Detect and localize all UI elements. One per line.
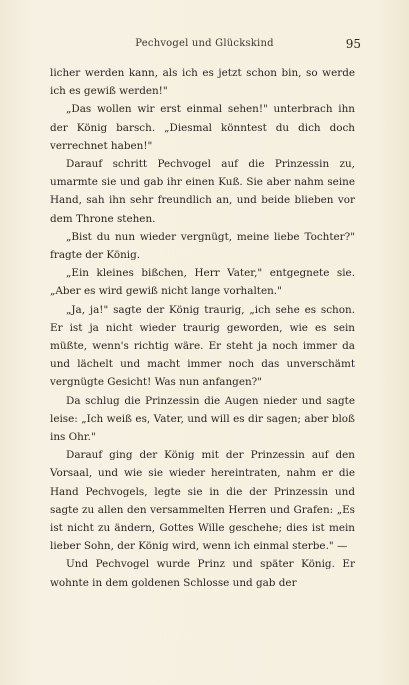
page-header <box>48 38 361 54</box>
paragraph: „Ein kleines bißchen, Herr Vater," entgegnete sie. „Aber es wird gewiß nicht lange vorhalten." <box>50 267 355 298</box>
paragraph: Darauf ging der König mit der Prinzessin auf den Vorsaal, und wie sie wieder hereintraten, nahm er die Hand Pechvogels, legte sie in die der Prinzessin und sagte zu allen den versammelten Herren und Grafen: „Es ist nicht zu ändern, Gottes Wille geschehe; dies ist mein lieber Sohn, der König wird, wenn ich einmal sterbe." — <box>50 449 355 553</box>
paragraph: „Bist du nun wieder vergnügt, meine liebe Tochter?" fragte der König. <box>50 230 355 262</box>
body-text <box>50 64 355 592</box>
running-title: Pechvogel und Glückskind <box>135 38 274 49</box>
paragraph-continued: licher werden kann, als ich es jetzt schon bin, so werde ich es gewiß werden!" <box>50 67 355 98</box>
paragraph: Darauf schritt Pechvogel auf die Prinzessin zu, umarmte sie und gab ihr einen Kuß. Sie aber nahm seine Hand, sah ihn sehr freundlich an, und beide blieben vor dem Throne stehen. <box>50 158 355 225</box>
paragraph: „Das wollen wir erst einmal sehen!" unterbrach ihn der König barsch. „Diesmal könntest du dich doch verrechnet haben!" <box>50 103 355 152</box>
paragraph: Und Pechvogel wurde Prinz und später König. Er wohnte in dem goldenen Schlosse und gab der <box>50 558 355 589</box>
page-number: 95 <box>345 37 361 51</box>
paragraph: Da schlug die Prinzessin die Augen nieder und sagte leise: „Ich weiß es, Vater, und will es dir sagen; aber bloß ins Ohr." <box>50 394 355 444</box>
paragraph: „Ja, ja!" sagte der König traurig, „ich sehe es schon. Er ist ja nicht wieder traurig geworden, wie es sein müßte, wenn's richtig wäre. Er steht ja noch immer da und lächelt und macht immer noch das unverschämt vergnügte Gesicht! Was nun anfangen?" <box>50 303 355 389</box>
